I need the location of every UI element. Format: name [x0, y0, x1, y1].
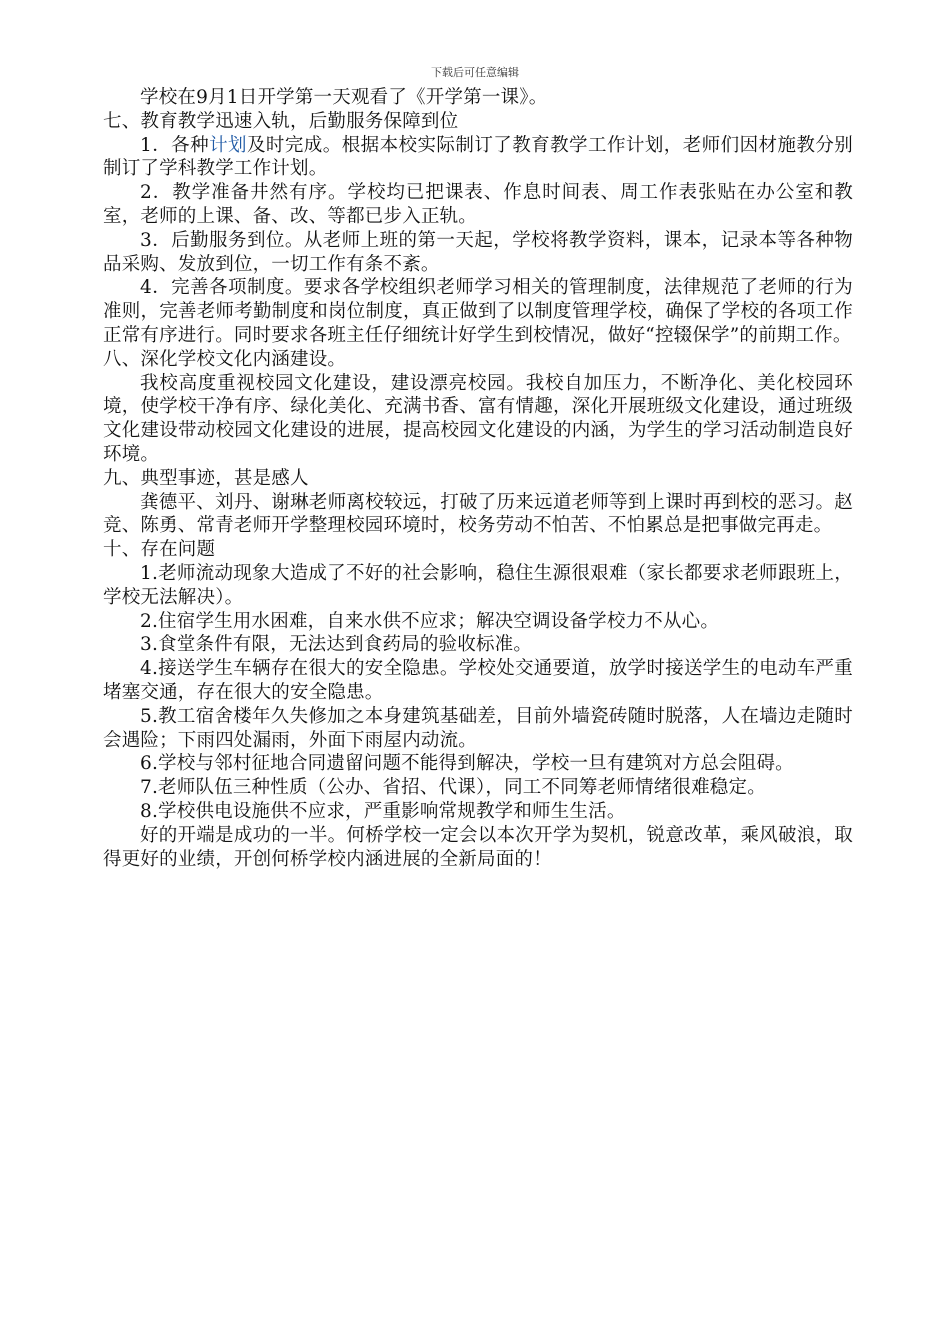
- section-heading-7: 七、教育教学迅速入轨，后勤服务保障到位: [103, 110, 459, 132]
- paragraph-8: 我校高度重视校园文化建设，建设漂亮校园。我校自加压力，不断净化、美化校园环境，使学校干净有序、绿化美化、充满书香、富有情趣，深化开展班级文化建设，通过班级文化建设带动校园文化建设的进展，提高校园文化建设的内涵，为学生的学习活动制造良好环境。: [103, 372, 853, 465]
- intro-paragraph: 学校在9月1日开学第一天观看了《开学第一课》。: [140, 87, 548, 108]
- paragraph-7-1-start: 1．各种: [140, 134, 210, 156]
- paragraph-10-4: 4.接送学生车辆存在很大的安全隐患。学校处交通要道，放学时接送学生的电动车严重堵塞交通，存在很大的安全隐患。: [103, 658, 853, 703]
- section-heading-10: 十、存在问题: [103, 539, 216, 561]
- paragraph-10-1: 1.老师流动现象大造成了不好的社会影响，稳住生源很艰难（家长都要求老师跟班上，学校无法解决）。: [103, 562, 853, 608]
- section-heading-9: 九、典型事迹，甚是感人: [103, 467, 309, 489]
- paragraph-10-5: 5.教工宿舍楼年久失修加之本身建筑基础差，目前外墙瓷砖随时脱落，人在墙边走随时会遇险；下雨四处漏雨，外面下雨屋内动流。: [103, 705, 853, 751]
- paragraph-7-4: 4．完善各项制度。要求各学校组织老师学习相关的管理制度，法律规范了老师的行为准则，完善老师考勤制度和岗位制度，真正做到了以制度管理学校，确保了学校的各项工作正常有序进行。同时要求各班主任仔细统计好学生到校情况，做好“控辍保学”的前期工作。: [103, 277, 853, 346]
- page-header-note: 下载后可任意编辑: [431, 66, 519, 79]
- paragraph-7-1: [103, 134, 853, 182]
- closing-paragraph: 好的开端是成功的一半。何桥学校一定会以本次开学为契机，锐意改革，乘风破浪，取得更好的业绩，开创何桥学校内涵进展的全新局面的！: [103, 824, 853, 870]
- paragraph-7-2: 2．教学准备井然有序。学校均已把课表、作息时间表、周工作表张贴在办公室和教室，老师的上课、备、改、等都已步入正轨。: [103, 182, 853, 227]
- plan-link[interactable]: 计划: [209, 134, 247, 156]
- paragraph-10-2: 2.住宿学生用水困难，自来水供不应求；解决空调设备学校力不从心。: [140, 610, 720, 632]
- paragraph-10-6: 6.学校与邻村征地合同遗留问题不能得到解决，学校一旦有建筑对方总会阻碍。: [140, 753, 794, 775]
- paragraph-10-8: 8.学校供电设施供不应求，严重影响常规教学和师生生活。: [140, 800, 626, 822]
- paragraph-7-3: 3．后勤服务到位。从老师上班的第一天起，学校将教学资料，课本，记录本等各种物品采购、发放到位，一切工作有条不紊。: [103, 229, 853, 275]
- paragraph-7-1-rest: 及时完成。根据本校实际制订了教育教学工作计划，老师们因材施教分别制订了学科教学工作计划。: [103, 134, 854, 180]
- paragraph-9: 龚德平、刘丹、谢琳老师离校较远，打破了历来远道老师等到上课时再到校的恶习。赵竞、陈勇、常青老师开学整理校园环境时，校务劳动不怕苦、不怕累总是把事做完再走。: [103, 491, 853, 537]
- section-heading-8: 八、深化学校文化内涵建设。: [103, 348, 347, 370]
- document-body: [103, 86, 853, 871]
- paragraph-10-3: 3.食堂条件有限，无法达到食药局的验收标准。: [140, 634, 533, 656]
- paragraph-10-7: 7.老师队伍三种性质（公办、省招、代课），同工不同筹老师情绪很难稳定。: [140, 777, 766, 799]
